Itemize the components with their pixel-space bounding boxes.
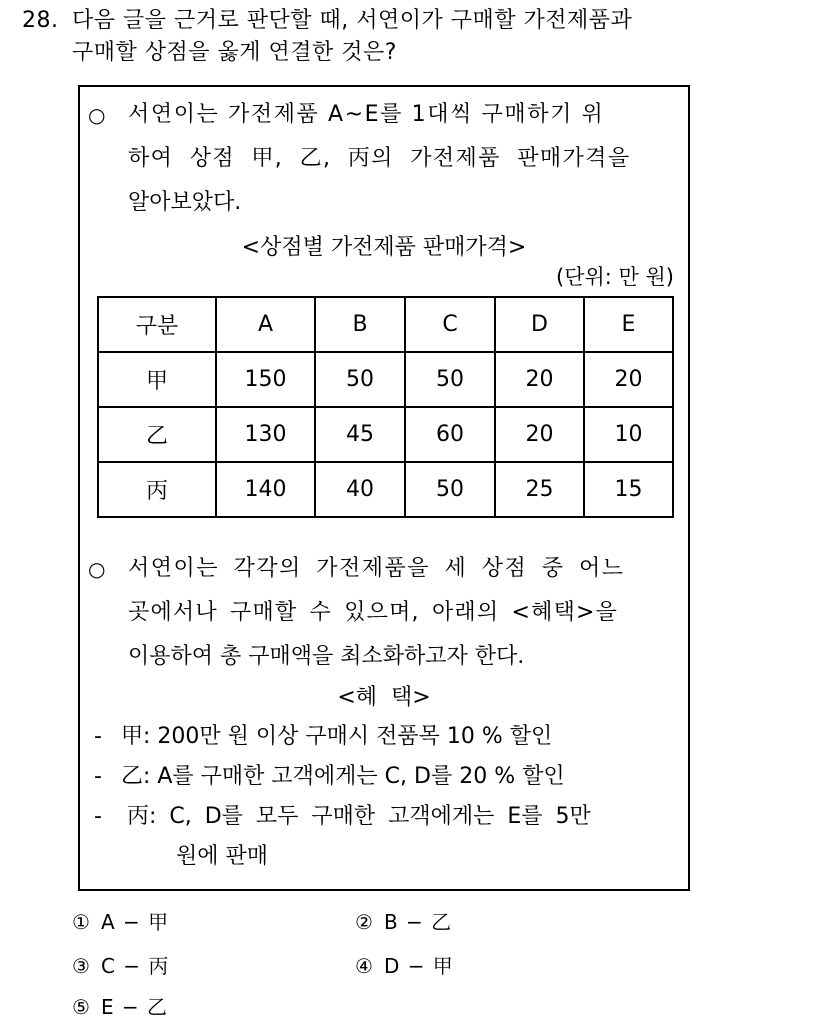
choice-label: D − 甲 bbox=[383, 954, 454, 978]
benefit-item-byeong bbox=[94, 797, 591, 837]
price-table bbox=[97, 296, 674, 518]
benefit-item-gap bbox=[94, 717, 552, 757]
question-number: 28. bbox=[22, 8, 59, 33]
choice-number: ⑤ bbox=[72, 995, 91, 1019]
price-cell: 40 bbox=[315, 462, 405, 517]
price-cell: 15 bbox=[584, 462, 673, 517]
choice-1[interactable] bbox=[72, 910, 169, 934]
table-row bbox=[98, 352, 673, 407]
benefit-store: 乙: bbox=[120, 764, 151, 789]
choice-label: C − 丙 bbox=[100, 954, 170, 978]
header-cell: D bbox=[495, 297, 584, 352]
benefit-text: C, D를 모두 구매한 고객에게는 E를 5만 bbox=[169, 804, 591, 829]
store-cell: 乙 bbox=[98, 407, 216, 462]
choice-number: ③ bbox=[72, 954, 91, 978]
benefit-store: 丙: bbox=[126, 804, 157, 829]
price-cell: 25 bbox=[495, 462, 584, 517]
circle-bullet-icon: ○ bbox=[88, 103, 106, 127]
price-cell: 50 bbox=[315, 352, 405, 407]
benefit-text: A를 구매한 고객에게는 C, D를 20 % 할인 bbox=[157, 764, 565, 789]
choice-3[interactable] bbox=[72, 954, 169, 978]
price-cell: 45 bbox=[315, 407, 405, 462]
price-cell: 50 bbox=[405, 462, 495, 517]
choice-number: ① bbox=[72, 910, 91, 934]
choice-label: E − 乙 bbox=[100, 995, 169, 1019]
price-cell: 60 bbox=[405, 407, 495, 462]
para2-line3: 이용하여 총 구매액을 최소화하고자 한다. bbox=[128, 644, 525, 669]
benefit-item-byeong-continuation: 원에 판매 bbox=[176, 844, 269, 869]
choice-label: B − 乙 bbox=[383, 910, 453, 934]
para2-line2: 곳에서나 구매할 수 있으며, 아래의 <혜택>을 bbox=[128, 600, 619, 625]
choice-2[interactable] bbox=[355, 910, 452, 934]
price-cell: 140 bbox=[216, 462, 315, 517]
para2-line1: 서연이는 각각의 가전제품을 세 상점 중 어느 bbox=[128, 556, 625, 581]
choice-label: A − 甲 bbox=[100, 910, 170, 934]
benefit-item-eul bbox=[94, 757, 565, 797]
choice-number: ② bbox=[355, 910, 374, 934]
dash: - bbox=[94, 804, 102, 829]
price-cell: 130 bbox=[216, 407, 315, 462]
price-cell: 20 bbox=[495, 352, 584, 407]
table-row bbox=[98, 462, 673, 517]
price-cell: 20 bbox=[495, 407, 584, 462]
header-cell: A bbox=[216, 297, 315, 352]
para1-line2: 하여 상점 甲, 乙, 丙의 가전제품 판매가격을 bbox=[128, 146, 631, 171]
question-stem-line1: 다음 글을 근거로 판단할 때, 서연이가 구매할 가전제품과 bbox=[72, 8, 633, 33]
dash: - bbox=[94, 724, 102, 749]
para1-line3: 알아보았다. bbox=[128, 190, 242, 215]
benefit-store: 甲: bbox=[120, 724, 151, 749]
dash: - bbox=[94, 764, 102, 789]
price-cell: 50 bbox=[405, 352, 495, 407]
benefit-text: 200만 원 이상 구매시 전품목 10 % 할인 bbox=[157, 724, 553, 749]
price-cell: 20 bbox=[584, 352, 673, 407]
store-cell: 甲 bbox=[98, 352, 216, 407]
price-cell: 10 bbox=[584, 407, 673, 462]
store-cell: 丙 bbox=[98, 462, 216, 517]
choice-5[interactable] bbox=[72, 995, 168, 1019]
header-cell: E bbox=[584, 297, 673, 352]
header-cell: C bbox=[405, 297, 495, 352]
benefits-title: <혜 택> bbox=[337, 685, 431, 710]
header-cell: 구분 bbox=[98, 297, 216, 352]
circle-bullet-icon: ○ bbox=[88, 557, 106, 581]
para1-line1: 서연이는 가전제품 A~E를 1대씩 구매하기 위 bbox=[128, 102, 605, 127]
table-row bbox=[98, 407, 673, 462]
table-unit: (단위: 만 원) bbox=[556, 265, 674, 289]
price-cell: 150 bbox=[216, 352, 315, 407]
choice-number: ④ bbox=[355, 954, 374, 978]
header-cell: B bbox=[315, 297, 405, 352]
table-title: <상점별 가전제품 판매가격> bbox=[241, 235, 527, 260]
question-stem-line2: 구매할 상점을 옳게 연결한 것은? bbox=[72, 40, 397, 65]
table-header-row bbox=[98, 297, 673, 352]
choice-4[interactable] bbox=[355, 954, 454, 978]
passage-box bbox=[78, 85, 690, 891]
